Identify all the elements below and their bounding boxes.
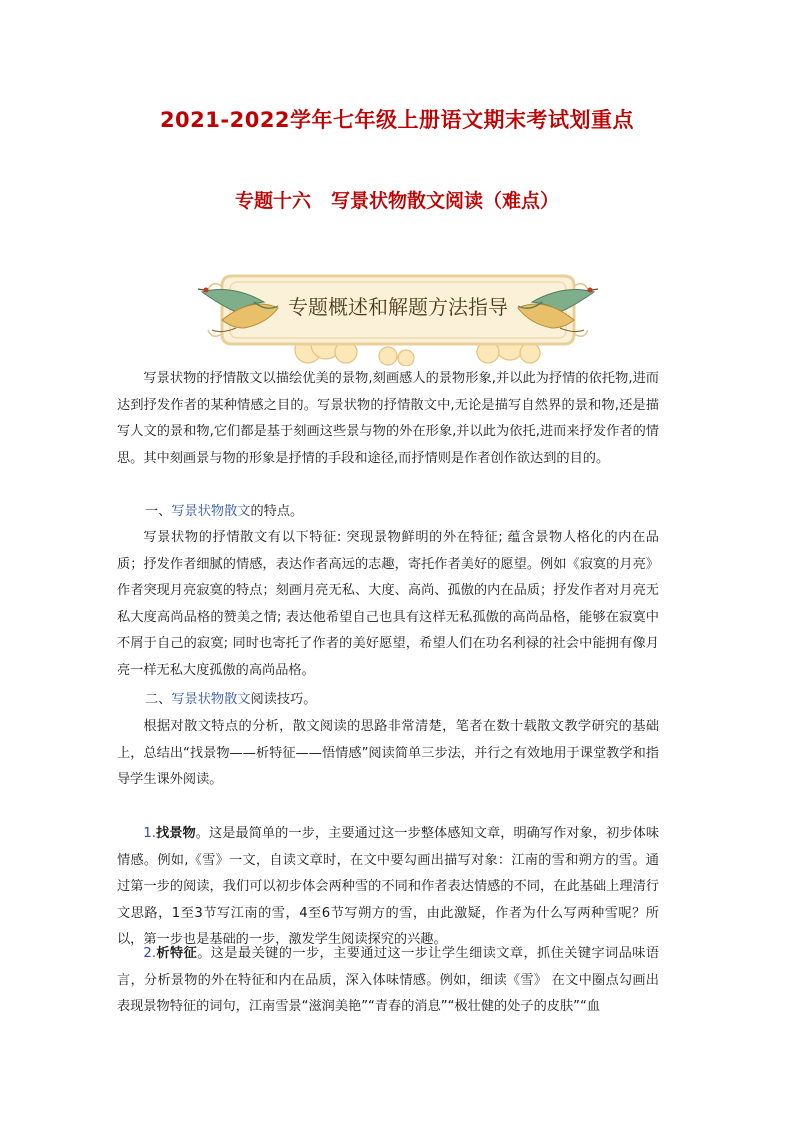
step-1-label: 找景物 <box>155 826 196 841</box>
section-1-heading <box>145 499 303 526</box>
section-2-heading <box>145 687 316 714</box>
section-1-body: 写景状物的抒情散文有以下特征: 突现景物鲜明的外在特征; 蕴含景物人格化的内在品质；抒发作者细腻的情感，表达作者高远的志趣，寄托作者美好的愿望。例如《寂寞的月亮》作者突现月亮寂寞的特点；刻画月亮无私、大度、高尚、孤傲的内在品质；抒发作者对月亮无私大度高尚品格的赞美之情; 表达他希望自己也具有这样无私孤傲的高尚品格，能够在寂寞中不屑于自己的寂寞; 同时也寄托了作者的美好愿望，希望人们在功名利禄的社会中能拥有像月亮一样无私大度孤傲的高尚品格。 <box>117 530 659 678</box>
section-2-prefix: 二、 <box>145 692 172 707</box>
banner-heading: 专题概述和解题方法指导 <box>288 295 508 319</box>
step-2-label: 析特征 <box>155 946 198 961</box>
step-2-number: 2. <box>143 946 156 961</box>
step-1-paragraph <box>117 821 659 954</box>
overview-banner <box>192 262 604 366</box>
section-1-prefix: 一、 <box>145 504 172 519</box>
intro-paragraph: 写景状物的抒情散文以描绘优美的景物,刻画感人的景物形象,并以此为抒情的依托物,进而达到抒发作者的某种情感之目的。写景状物的抒情散文中,无论是描写自然界的景和物,还是描写人文的景和物,它们都是基于刻画这些景与物的外在形象,并以此为依托,进而来抒发作者的情思。其中刻画景与物的形象是抒情的手段和途径,而抒情则是作者创作欲达到的目的。 <box>117 371 659 466</box>
document-title: 2021-2022学年七年级上册语文期末考试划重点 <box>159 108 635 132</box>
section-1-heading-rest: 的特点。 <box>250 504 304 519</box>
section-2-heading-blue: 写景状物散文 <box>171 692 251 707</box>
topic-subtitle <box>0 186 794 213</box>
step-2-body: 。这是最关键的一步，主要通过这一步让学生细读文章，抓住关键字词品味语言，分析景物的外在特征和内在品质，深入体味情感。例如，细读《雪》 在文中圈点勾画出表现景物特征的词句，江南雪景“滋润美艳”“青春的消息”“极壮健的处子的皮肤”“血 <box>117 946 660 1014</box>
topic-name: 写景状物散文阅读（难点） <box>331 190 560 212</box>
step-1-number: 1. <box>143 826 156 841</box>
topic-number: 专题十六 <box>234 190 311 212</box>
section-2-heading-rest: 阅读技巧。 <box>250 692 317 707</box>
section-1-heading-blue: 写景状物散文 <box>171 504 251 519</box>
section-2-body: 根据对散文特点的分析，散文阅读的思路非常清楚，笔者在数十载散文教学研究的基础上，总结出“找景物——析特征——悟情感”阅读简单三步法，并行之有效地用于课堂教学和指导学生课外阅读。 <box>117 719 659 787</box>
step-2-paragraph <box>117 941 659 1021</box>
step-1-body: 。这是最简单的一步，主要通过这一步整体感知文章，明确写作对象，初步体味情感。例如,《雪》一文，自读文章时，在文中要勾画出描写对象：江南的雪和朔方的雪。通过第一步的阅读，我们可以初步体会两种雪的不同和作者表达情感的不同，在此基础上理清行文思路，1至3节写江南的雪，4至6节写朔方的雪，由此激疑，作者为什么写两种雪呢？所以，第一步也是基础的一步，激发学生阅读探究的兴趣。 <box>117 826 660 947</box>
